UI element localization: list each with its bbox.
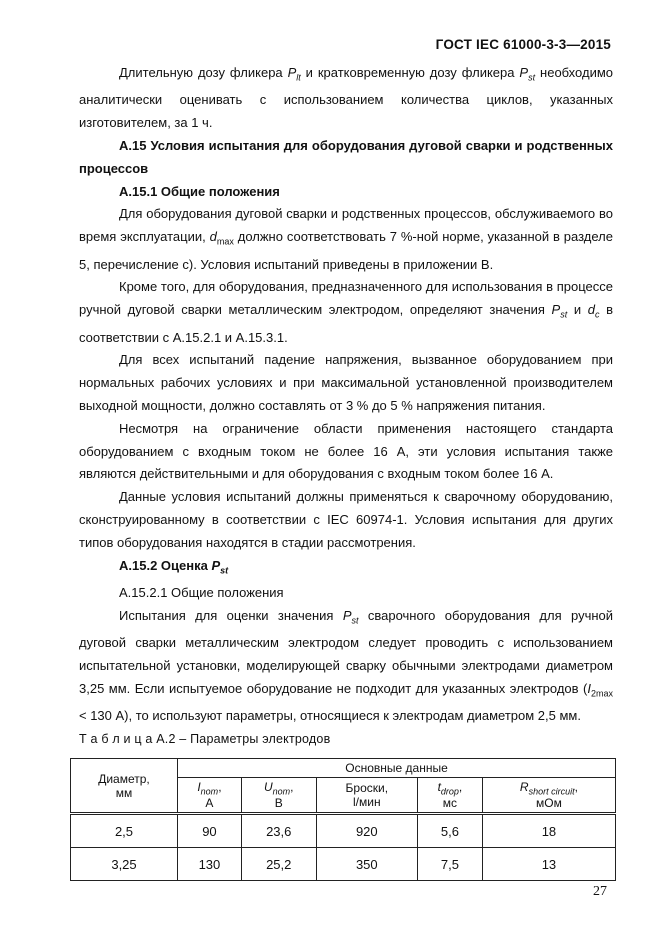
column-header-inom: $I_{nom}$, А (178, 778, 242, 814)
table-caption: Т а б л и ц а А.2 – Параметры электродов (79, 731, 331, 746)
paragraph-voltage-drop: Для всех испытаний падение напряжения, вызванное оборудованием при нормальных рабочих условиях и при максимальной установленной производителем выходной мощности, должно составлять от 3 % до 5 % напряжения питания. (79, 352, 613, 413)
paragraph-manual-welding: Кроме того, для оборудования, предназначенного для использования в процессе ручной дуговой сварки металлическим электродом, определяют значения $P_{st}$ и $d_c$ в соответствии с А.15.2.1 и А.15.3.1. (79, 279, 613, 345)
section-heading-a15: А.15 Условия испытания для оборудования дуговой сварки и родственных процессов (79, 137, 613, 176)
section-heading-a15-2-1: А.15.2.1 Общие положения (119, 584, 284, 600)
table-cell: 350 (316, 848, 417, 881)
section-heading-a15-1: А.15.1 Общие положения (119, 183, 280, 199)
section-heading-a15-2: А.15.2 Оценка $P_{st}$ (119, 557, 229, 576)
table-cell: 13 (482, 848, 615, 881)
table-cell: 3,25 (71, 848, 178, 881)
table-cell: 25,2 (241, 848, 316, 881)
table-cell: 23,6 (241, 814, 316, 848)
table-row (71, 814, 616, 848)
column-header-unom: $U_{nom}$, В (241, 778, 316, 814)
document-code-header: ГОСТ IEC 61000-3-3—2015 (435, 37, 611, 52)
paragraph-flicker-doses: Длительную дозу фликера $P_{lt}$ и кратковременную дозу фликера $P_{st}$ необходимо аналитически оценивать с использованием количества циклов, указанных изготовителем, за 1 ч. (79, 65, 613, 131)
paragraph-arc-welding-dmax: Для оборудования дуговой сварки и родственных процессов, обслуживаемого во время эксплуатации, $d_{max}$ должно соответствовать 7 %-ной норме, указанной в разделе 5, перечисление с). Условия испытаний приведены в приложении В. (79, 206, 613, 272)
table-cell: 130 (178, 848, 242, 881)
paragraph-input-current: Несмотря на ограничение области применения настоящего стандарта оборудованием с входным током не более 16 А, эти условия испытания также являются действительными и для оборудования с входным током более 16 А. (79, 420, 613, 482)
table-cell: 2,5 (71, 814, 178, 848)
column-header-rshort: $R_{short circuit}$, мОм (482, 778, 615, 814)
main-data-header: Основные данные (178, 759, 616, 778)
table-cell: 920 (316, 814, 417, 848)
table-cell: 90 (178, 814, 242, 848)
table-cell: 5,6 (417, 814, 482, 848)
paragraph-pst-testing: Испытания для оценки значения $P_{st}$ сварочного оборудования для ручной дуговой сварки металлическим электродом следует проводить с использованием испытательной установки, моделирующей сварку обычными электродами диаметром 3,25 мм. Если испытуемое оборудование не подходит для указанных электродов ($I_{2max} < 130$ А), то используют параметры, относящиеся к электродам диаметром 2,5 мм. (79, 607, 614, 724)
table-row (71, 848, 616, 881)
table-cell: 7,5 (417, 848, 482, 881)
diameter-header: Диаметр, мм (71, 759, 178, 814)
page-body (79, 62, 613, 751)
table-cell: 18 (482, 814, 615, 848)
page-number: 27 (593, 884, 607, 899)
paragraph-iec-60974: Данные условия испытаний должны применяться к сварочному оборудованию, сконструированному в соответствии с IEC 60974-1. Условия испытания для других типов оборудования находятся в стадии рассмотрения. (79, 489, 613, 550)
column-header-tdrop: $t_{drop}$, мс (417, 778, 482, 814)
column-header-surges: Броски, l/мин (316, 778, 417, 814)
electrode-parameters-table (70, 758, 616, 881)
